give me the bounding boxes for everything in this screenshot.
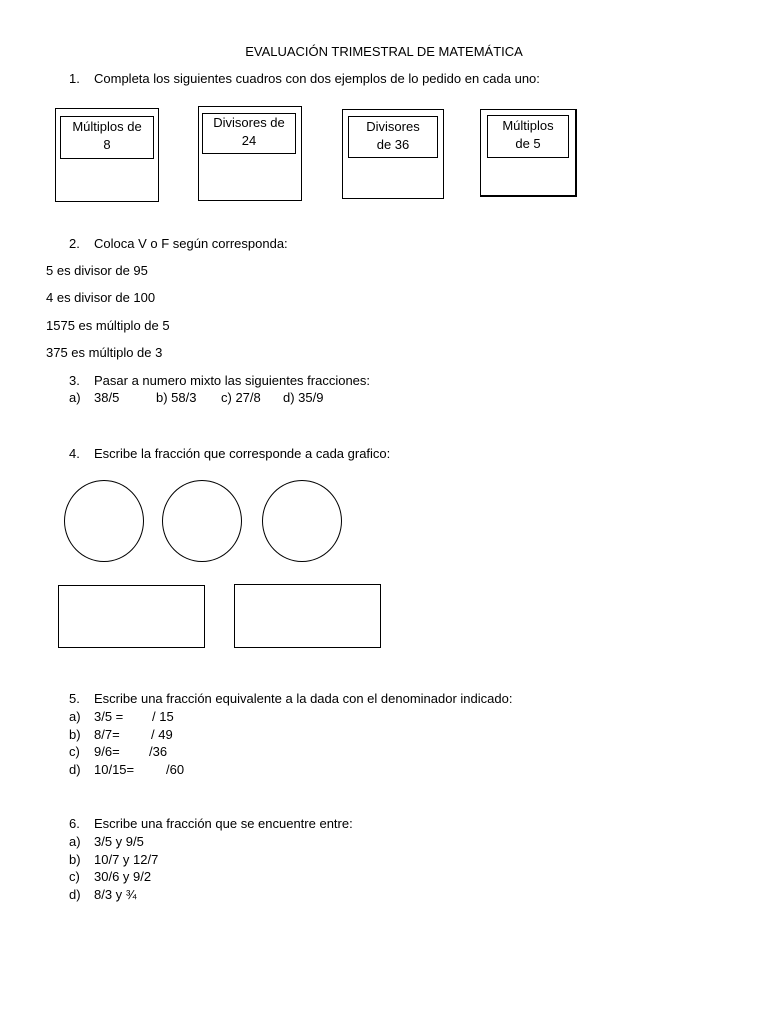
question-6	[69, 816, 353, 831]
box-label-line: Múltiplos	[502, 118, 554, 133]
question-4	[69, 446, 390, 461]
given-fraction: 9/6=	[94, 744, 120, 759]
question-1-number: 1.	[69, 71, 80, 86]
item-label: d)	[69, 887, 81, 902]
box-label-line: 24	[241, 133, 257, 148]
divisors-of-24-label	[202, 113, 296, 154]
between-fraction-item	[69, 869, 151, 884]
item-label: a)	[69, 709, 81, 724]
option-b: b) 58/3	[156, 390, 197, 405]
divisors-of-36-box[interactable]	[342, 109, 444, 199]
item-label: b)	[69, 727, 81, 742]
multiples-of-5-box[interactable]	[480, 109, 577, 197]
box-label-line: de 5	[515, 136, 541, 151]
question-5-number: 5.	[69, 691, 80, 706]
question-3-text: Pasar a numero mixto las siguientes fracciones:	[94, 373, 371, 388]
box-label-line: Múltiplos de	[72, 119, 142, 134]
item-label: c)	[69, 744, 80, 759]
multiples-of-8-label	[60, 116, 154, 159]
question-5	[69, 691, 512, 706]
option-a: 38/5	[94, 390, 120, 405]
target-denominator: /60	[166, 762, 185, 777]
option-d: d) 35/9	[283, 390, 324, 405]
question-6-text: Escribe una fracción que se encuentre entre:	[94, 816, 353, 831]
option-c: c) 27/8	[221, 390, 261, 405]
divisors-of-36-label	[348, 116, 438, 158]
question-2-text: Coloca V o F según corresponda:	[94, 236, 288, 251]
equivalent-fraction-item	[69, 727, 173, 742]
multiples-of-5-label	[487, 115, 569, 158]
page-title: EVALUACIÓN TRIMESTRAL DE MATEMÁTICA	[245, 44, 523, 59]
item-label: d)	[69, 762, 81, 777]
equivalent-fraction-item	[69, 744, 167, 759]
item-label: c)	[69, 869, 80, 884]
given-fraction: 3/5 =	[94, 709, 124, 724]
equivalent-fraction-item	[69, 762, 184, 777]
question-3-number: 3.	[69, 373, 80, 388]
fraction-circle	[262, 480, 342, 562]
item-text: 3/5 y 9/5	[94, 834, 144, 849]
question-2	[69, 236, 288, 251]
question-6-number: 6.	[69, 816, 80, 831]
given-fraction: 10/15=	[94, 762, 135, 777]
item-text: 10/7 y 12/7	[94, 852, 159, 867]
divisors-of-24-box[interactable]	[198, 106, 302, 201]
given-fraction: 8/7=	[94, 727, 120, 742]
question-4-number: 4.	[69, 446, 80, 461]
item-label: a)	[69, 834, 81, 849]
item-label: b)	[69, 852, 81, 867]
equivalent-fraction-item	[69, 709, 174, 724]
target-denominator: /36	[149, 744, 168, 759]
question-1	[69, 71, 540, 86]
box-label-line: 8	[103, 137, 111, 152]
question-2-number: 2.	[69, 236, 80, 251]
between-fraction-item	[69, 834, 144, 849]
between-fraction-item	[69, 852, 158, 867]
true-false-item: 1575 es múltiplo de 5	[46, 318, 170, 333]
question-4-text: Escribe la fracción que corresponde a cada grafico:	[94, 446, 391, 461]
item-text: 8/3 y ¾	[94, 887, 137, 902]
fraction-rectangle	[234, 584, 381, 648]
true-false-item: 375 es múltiplo de 3	[46, 345, 163, 360]
fraction-circle	[162, 480, 242, 562]
fraction-circle	[64, 480, 144, 562]
multiples-of-8-box[interactable]	[55, 108, 159, 202]
target-denominator: / 15	[152, 709, 174, 724]
box-label-line: Divisores	[366, 119, 420, 134]
question-3-options	[69, 390, 323, 405]
option-label: a)	[69, 390, 81, 405]
question-5-text: Escribe una fracción equivalente a la dada con el denominador indicado:	[94, 691, 513, 706]
fraction-rectangle	[58, 585, 205, 648]
question-3	[69, 373, 370, 388]
box-label-line: Divisores de	[213, 115, 285, 130]
true-false-item: 5 es divisor de 95	[46, 263, 148, 278]
between-fraction-item	[69, 887, 137, 902]
box-label-line: de 36	[376, 137, 410, 152]
item-text: 30/6 y 9/2	[94, 869, 152, 884]
true-false-item: 4 es divisor de 100	[46, 290, 156, 305]
target-denominator: / 49	[151, 727, 173, 742]
question-1-text: Completa los siguientes cuadros con dos ejemplos de lo pedido en cada uno:	[94, 71, 540, 86]
